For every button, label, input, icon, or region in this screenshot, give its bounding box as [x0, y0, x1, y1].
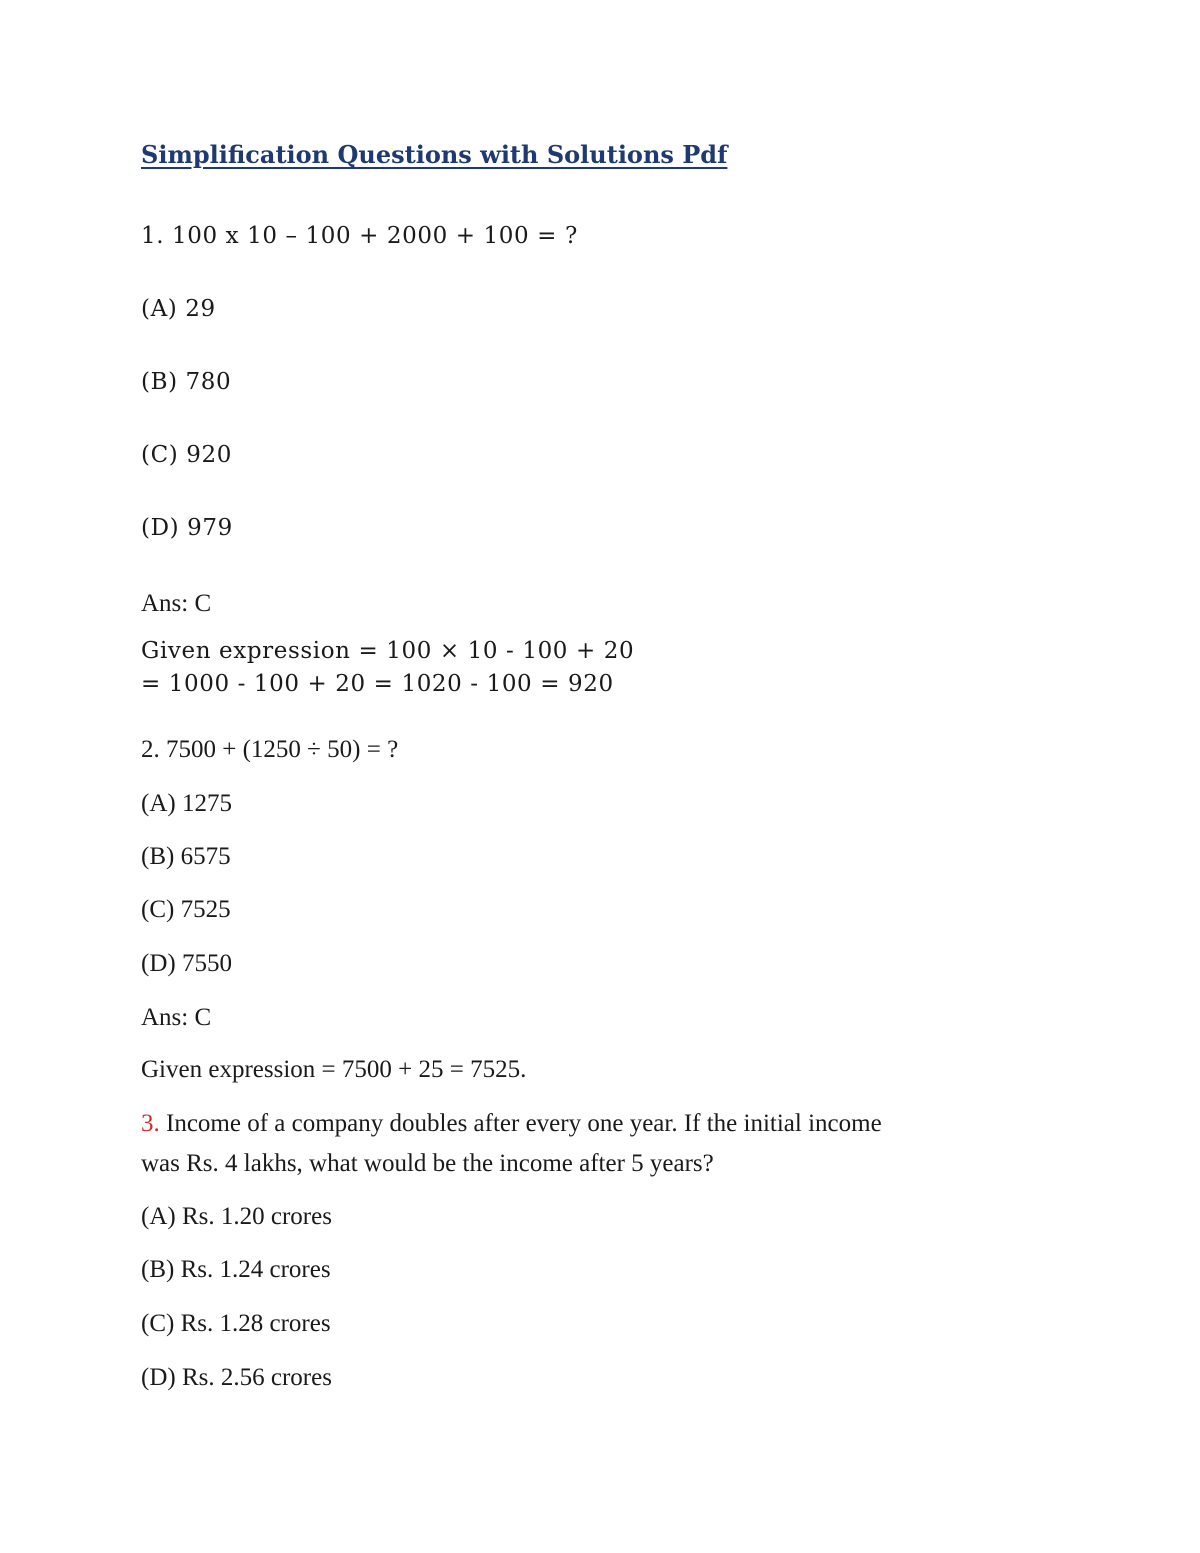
q2-option-c: (C) 7525 — [141, 896, 231, 923]
q1-option-b: (B) 780 — [141, 369, 232, 395]
q1-option-a: (A) 29 — [141, 296, 216, 322]
q1-option-c: (C) 920 — [141, 442, 232, 468]
q3-option-b: (B) Rs. 1.24 crores — [141, 1256, 331, 1283]
q2-solution: Given expression = 7500 + 25 = 7525. — [141, 1056, 527, 1083]
q1-solution-line-2: = 1000 - 100 + 20 = 1020 - 100 = 920 — [141, 671, 614, 697]
q2-option-d: (D) 7550 — [141, 950, 232, 977]
q2-answer: Ans: C — [141, 1004, 212, 1031]
question-1: 1. 100 x 10 – 100 + 2000 + 100 = ? — [141, 223, 578, 249]
document-title: Simplification Questions with Solutions Pdf — [141, 140, 728, 169]
question-3-text-1: Income of a company doubles after every one year. If the initial income — [159, 1110, 882, 1137]
q1-answer: Ans: C — [141, 590, 212, 617]
question-3-number: 3. — [141, 1110, 160, 1137]
q1-solution-line-1: Given expression = 100 × 10 - 100 + 20 — [141, 638, 635, 664]
q3-option-d: (D) Rs. 2.56 crores — [141, 1364, 332, 1391]
question-3-line-1 — [141, 1111, 882, 1136]
q3-option-c: (C) Rs. 1.28 crores — [141, 1310, 331, 1337]
q1-option-d: (D) 979 — [141, 515, 233, 541]
q2-option-b: (B) 6575 — [141, 843, 231, 870]
q2-option-a: (A) 1275 — [141, 790, 232, 817]
question-2: 2. 7500 + (1250 ÷ 50) = ? — [141, 736, 399, 763]
question-3-line-2: was Rs. 4 lakhs, what would be the income after 5 years? — [141, 1150, 714, 1177]
q3-option-a: (A) Rs. 1.20 crores — [141, 1203, 332, 1230]
